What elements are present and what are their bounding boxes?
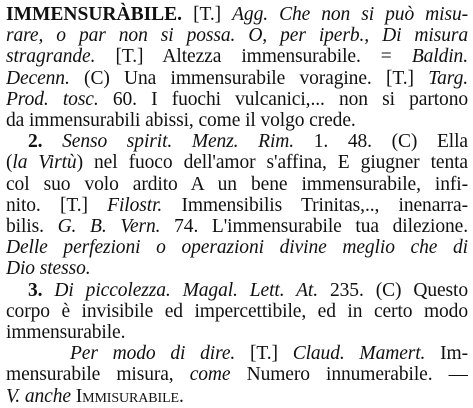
entry-text: Baldin. <box>411 46 468 68</box>
entry-text: mensurabile misura, <box>6 364 190 386</box>
entry-text: 235. (C) Questo <box>318 279 468 301</box>
entry-line <box>6 384 468 406</box>
entry-text: G. B. Vern. <box>57 216 161 237</box>
entry-text: rare, o par non si possa. O, per iperb., Di misura <box>6 25 468 47</box>
entry-text: V. anche <box>6 385 71 406</box>
dictionary-entry <box>6 2 468 406</box>
entry-text: da immensurabili abissi, come il volgo crede. <box>6 110 356 131</box>
entry-text <box>42 131 62 152</box>
entry-text: [T.] <box>235 343 293 365</box>
entry-text: [T.] <box>182 4 233 25</box>
entry-text: Prod. tosc. <box>6 88 99 110</box>
entry-text: corpo è invisibile ed impercettibile, ed in certo modo <box>6 300 468 322</box>
entry-text: come <box>189 364 231 386</box>
entry-text: Targ. <box>428 67 468 89</box>
entry-text: Di piccolezza. Magal. Lett. At. <box>54 279 319 301</box>
entry-text: Filostr. <box>107 194 163 216</box>
entry-text: Delle perfezioni o operazioni divine meglio che di <box>6 237 468 259</box>
entry-text: [T.] Altezza immensurabile. = <box>95 46 412 68</box>
entry-text: Immisurabile. <box>75 385 184 406</box>
entry-text: Immensibilis Trinitas,.., inenarra- <box>162 194 468 216</box>
entry-text: Dio stesso. <box>6 258 91 280</box>
entry-text: IMMENSURÀBILE. <box>6 4 183 25</box>
entry-text: nito. [T.] <box>6 194 108 216</box>
entry-text: 74. L'immensurabile tua dilezione. <box>160 216 468 237</box>
entry-text: la Virtù <box>12 152 77 174</box>
entry-text: stragrande. <box>6 46 96 68</box>
entry-text: Numero innumerabile. — <box>230 364 468 386</box>
entry-text: (C) Una immensurabile voragine. [T.] <box>69 67 429 89</box>
entry-text: Agg. Che non si può misu- <box>232 4 468 25</box>
entry-text: col suo volo ardito A un bene immensurabile, infi- <box>6 173 468 195</box>
entry-text: ) nel fuoco dell'amor s'affina, E giugner tenta <box>76 152 468 174</box>
entry-text: Im- <box>425 343 468 365</box>
entry-text: Senso spirit. Menz. Rim. <box>62 131 295 153</box>
entry-text: ( <box>6 152 13 174</box>
entry-text: Claud. Mamert. <box>292 343 426 365</box>
entry-text: 2. <box>28 131 43 153</box>
entry-text: 1. 48. (C) Ella <box>294 131 468 153</box>
entry-text: Per modo di dire. <box>70 343 236 365</box>
entry-text: Decenn. <box>6 67 70 89</box>
entry-text: bilis. <box>6 216 58 237</box>
entry-text <box>42 280 54 301</box>
entry-text: 3. <box>28 279 43 301</box>
entry-text: immensurabile. <box>6 322 126 343</box>
entry-text: 60. I fuochi vulcanici,... non si partono <box>98 88 468 110</box>
